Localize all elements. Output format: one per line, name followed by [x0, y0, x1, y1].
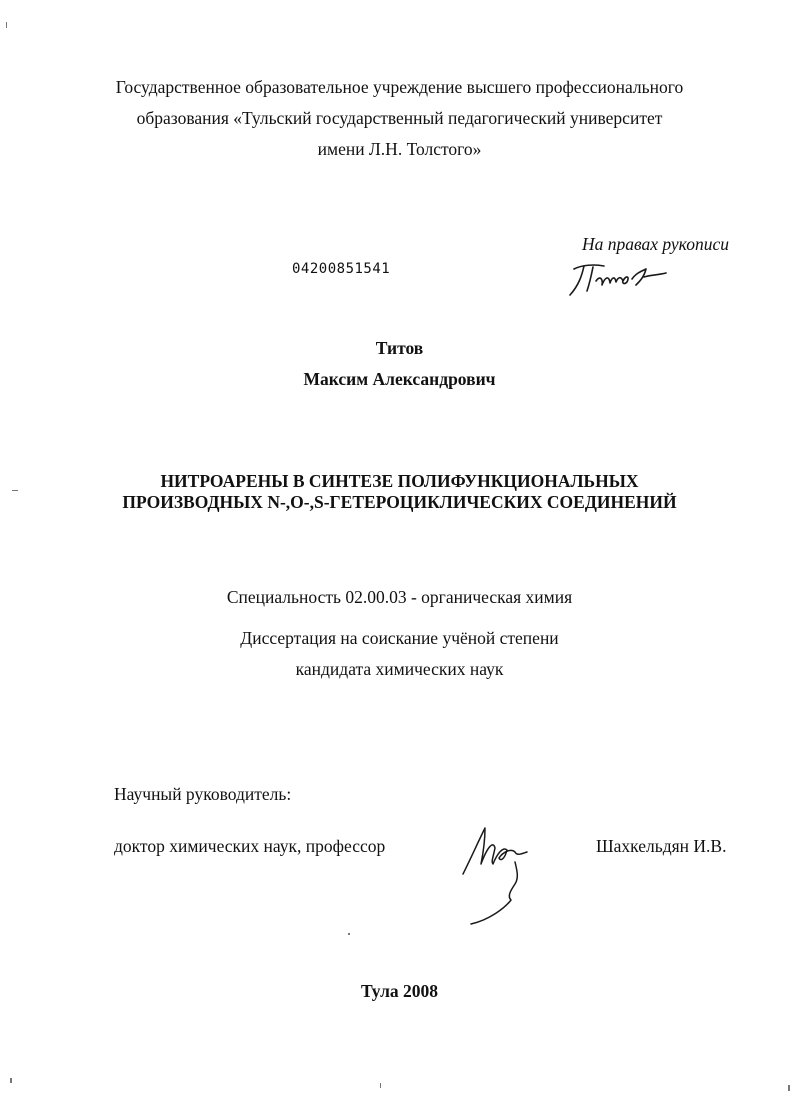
institution-line-1: Государственное образовательное учреждение высшего профессионального: [115, 77, 684, 97]
author-signature-image: [560, 255, 670, 305]
scan-speck: [12, 490, 18, 491]
degree-line-2: кандидата химических наук: [295, 659, 504, 679]
supervisor-name: Шахкельдян И.В.: [596, 836, 727, 856]
author-surname: Титов: [375, 338, 424, 358]
scan-speck: [348, 933, 350, 935]
scan-speck: [788, 1085, 790, 1091]
institution-line-3: имени Л.Н. Толстого»: [317, 139, 482, 159]
author-name-patronymic: Максим Александрович: [303, 369, 496, 389]
footer-city-year: Тула 2008: [360, 981, 439, 1001]
institution-line-2: образования «Тульский государственный педагогический университет: [136, 108, 663, 128]
supervisor-signature-image: [455, 818, 545, 928]
catalog-number: 04200851541: [292, 261, 391, 277]
manuscript-note: На правах рукописи: [582, 234, 729, 254]
specialty: Специальность 02.00.03 - органическая химия: [226, 587, 573, 607]
scan-speck: [10, 1078, 12, 1083]
degree-line-1: Диссертация на соискание учёной степени: [240, 628, 559, 648]
supervisor-label: Научный руководитель:: [114, 784, 292, 804]
supervisor-title: доктор химических наук, профессор: [114, 836, 386, 856]
title-line-2: ПРОИЗВОДНЫХ N-,O-,S-ГЕТЕРОЦИКЛИЧЕСКИХ СОЕДИНЕНИЙ: [122, 492, 677, 512]
scan-speck: [6, 22, 7, 28]
scan-speck: [380, 1083, 381, 1088]
title-line-1: НИТРОАРЕНЫ В СИНТЕЗЕ ПОЛИФУНКЦИОНАЛЬНЫХ: [160, 471, 639, 491]
